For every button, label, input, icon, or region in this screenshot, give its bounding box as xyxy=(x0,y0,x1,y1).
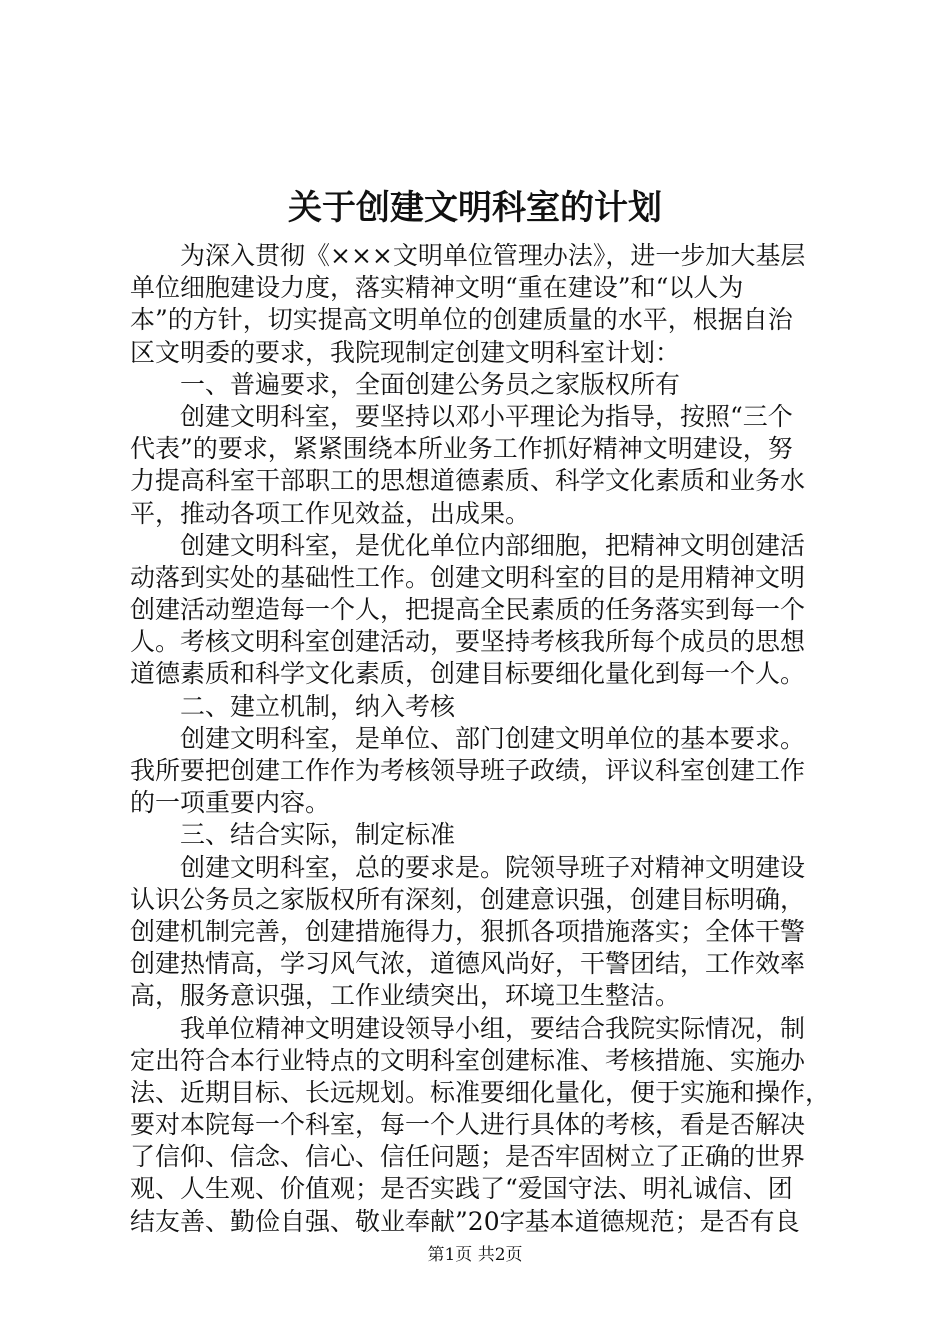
section-heading: 二、建立机制，纳入考核 xyxy=(180,691,456,721)
body-line: 人。考核文明科室创建活动，要坚持考核我所每个成员的思想 xyxy=(130,627,806,657)
body-line: 要对本院每一个科室，每一个人进行具体的考核，看是否解决 xyxy=(130,1110,806,1140)
body-line: 代表”的要求，紧紧围绕本所业务工作抓好精神文明建设，努 xyxy=(130,434,793,464)
body-line: 的一项重要内容。 xyxy=(130,788,331,818)
page-number: 第1页 共2页 xyxy=(427,1245,523,1265)
body-line: 创建文明科室，总的要求是。院领导班子对精神文明建设 xyxy=(180,852,806,882)
body-line: 定出符合本行业特点的文明科室创建标准、考核措施、实施办 xyxy=(130,1045,806,1075)
body-line: 认识公务员之家版权所有深刻，创建意识强，创建目标明确， xyxy=(130,884,806,914)
body-line: 观、人生观、价值观；是否实践了“爱国守法、明礼诚信、团 xyxy=(130,1174,793,1204)
body-line: 创建活动塑造每一个人，把提高全民素质的任务落实到每一个 xyxy=(130,595,806,625)
body-line: 动落到实处的基础性工作。创建文明科室的目的是用精神文明 xyxy=(130,562,806,592)
body-line: 创建机制完善，创建措施得力，狠抓各项措施落实；全体干警 xyxy=(130,916,806,946)
section-heading: 三、结合实际，制定标准 xyxy=(180,820,456,850)
body-line: 结友善、勤俭自强、敬业奉献”20字基本道德规范；是否有良 xyxy=(130,1206,800,1236)
section-heading: 一、普遍要求，全面创建公务员之家版权所有 xyxy=(180,369,681,399)
document-body xyxy=(130,240,830,1238)
body-line: 我单位精神文明建设领导小组，要结合我院实际情况，制 xyxy=(180,1013,806,1043)
body-line: 创建文明科室，要坚持以邓小平理论为指导，按照“三个 xyxy=(180,401,793,431)
body-line: 法、近期目标、长远规划。标准要细化量化，便于实施和操作， xyxy=(130,1077,831,1107)
document-title: 关于创建文明科室的计划 xyxy=(288,188,662,228)
body-line: 力提高科室干部职工的思想道德素质、科学文化素质和业务水 xyxy=(130,466,806,496)
body-line: 区文明委的要求，我院现制定创建文明科室计划： xyxy=(130,337,681,367)
body-line: 本”的方针，切实提高文明单位的创建质量的水平，根据自治 xyxy=(130,305,793,335)
body-line: 创建文明科室，是优化单位内部细胞，把精神文明创建活 xyxy=(180,530,806,560)
body-line: 高，服务意识强，工作业绩突出，环境卫生整洁。 xyxy=(130,981,681,1011)
body-line: 创建热情高，学习风气浓，道德风尚好，干警团结，工作效率 xyxy=(130,949,806,979)
body-line: 平，推动各项工作见效益，出成果。 xyxy=(130,498,531,528)
body-line: 了信仰、信念、信心、信任问题；是否牢固树立了正确的世界 xyxy=(130,1142,806,1172)
body-line: 为深入贯彻《×××文明单位管理办法》，进一步加大基层 xyxy=(180,241,806,270)
body-line: 道德素质和科学文化素质，创建目标要细化量化到每一个人。 xyxy=(130,659,806,689)
body-line: 创建文明科室，是单位、部门创建文明单位的基本要求。 xyxy=(180,723,806,753)
body-line: 单位细胞建设力度，落实精神文明“重在建设”和“以人为 xyxy=(130,273,744,303)
body-line: 我所要把创建工作作为考核领导班子政绩，评议科室创建工作 xyxy=(130,756,806,785)
